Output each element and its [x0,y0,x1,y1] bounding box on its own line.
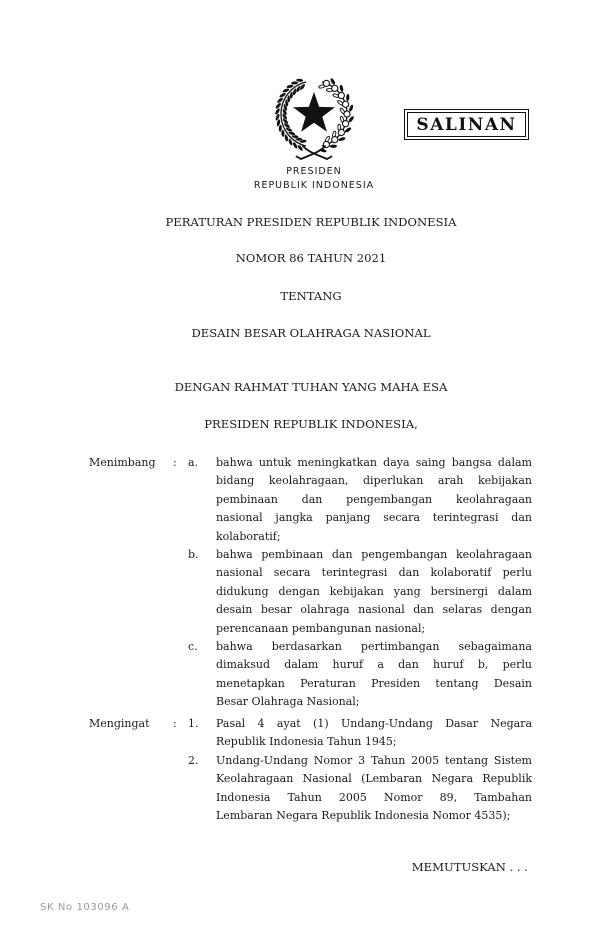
cotton-boll [332,137,338,143]
regulation-connector: TENTANG [280,289,342,303]
text-line: Indonesia Tahun 2005 Nomor 89, Tambahan [216,790,532,804]
text-line: dimaksud dalam huruf a dan huruf b, perlu [216,658,532,672]
text-line: kolaboratif; [216,529,281,543]
preamble-invocation: DENGAN RAHMAT TUHAN YANG MAHA ESA [174,380,448,394]
cotton-boll [344,111,350,117]
cotton-leaf [344,127,352,134]
cotton-leaf [330,145,337,148]
text-line: nasional jangka panjang secara terintegrasi dan [216,511,532,525]
item-marker: 2. [188,753,199,767]
cotton-boll [323,80,329,86]
list-item [0,752,615,826]
cotton-leaf [330,78,336,86]
section-separator: : [173,717,177,730]
cotton-leaf [338,137,346,142]
mengingat-section [0,715,615,825]
item-marker: a. [188,456,199,469]
text-line: bahwa berdasarkan pertimbangan sebagaimana [216,640,532,654]
text-line: nasional secara terintegrasi dan kolaboratif perlu [216,566,532,580]
document-reference: SK No 103096 A [40,902,130,913]
text-line: bahwa pembinaan dan pengembangan keolahragaan [216,548,532,562]
text-line: Keolahragaan Nasional (Lembaran Negara Republik [216,772,532,786]
continuation-marker: MEMUTUSKAN . . . [411,860,528,874]
list-item [0,715,615,752]
text-line: Republik Indonesia Tahun 1945; [216,735,397,749]
cotton-leaf [339,84,344,92]
cotton-boll [332,85,338,91]
issuer-country: REPUBLIK INDONESIA [253,180,375,191]
rice-wreath [274,78,307,152]
text-line: Besar Olahraga Nasional; [216,695,360,709]
item-marker: c. [188,640,198,654]
text-line: Pasal 4 ayat (1) Undang-Undang Dasar Negara [216,717,532,730]
list-item [0,638,615,712]
section-label: Mengingat [89,717,150,730]
menimbang-section [0,454,615,712]
cotton-boll [342,101,348,107]
regulation-type: PERATURAN PRESIDEN REPUBLIK INDONESIA [165,215,457,229]
copy-stamp [404,109,529,140]
text-line: perencanaan pembangunan nasional; [216,621,426,635]
preamble-authority: PRESIDEN REPUBLIK INDONESIA, [204,417,418,431]
list-item [0,454,615,546]
cotton-boll [338,129,344,135]
copy-stamp-label: SALINAN [407,112,526,137]
issuer-title: PRESIDEN [286,166,342,177]
list-item [0,546,615,638]
text-line: menetapkan Peraturan Presiden tentang Desain [216,676,532,690]
regulation-number: NOMOR 86 TAHUN 2021 [235,251,387,265]
star-icon [293,92,335,132]
text-line: Undang-Undang Nomor 3 Tahun 2005 tentang Sistem [216,753,532,767]
text-line: Lembaran Negara Republik Indonesia Nomor 4535); [216,809,511,823]
text-line: bidang keolahragaan, diperlukan arah kebijakan [216,474,532,488]
cotton-boll [338,92,344,98]
presidential-seal-icon [272,72,356,162]
section-label: Menimbang [89,456,156,469]
cotton-boll [342,121,348,127]
issuer-block [214,165,414,193]
cotton-leaf [348,104,354,112]
item-marker: b. [188,548,199,562]
section-separator: : [173,456,177,469]
text-line: didukung dengan kebijakan yang bersinergi dalam [216,584,532,598]
item-marker: 1. [188,717,199,730]
text-line: pembinaan dan pengembangan keolahragaan [216,492,532,506]
cotton-leaf [346,94,350,101]
regulation-subject: DESAIN BESAR OLAHRAGA NASIONAL [191,326,431,340]
text-line: bahwa untuk meningkatkan daya saing bangsa dalam [216,456,532,469]
text-line: desain besar olahraga nasional dan selaras dengan [216,603,532,617]
